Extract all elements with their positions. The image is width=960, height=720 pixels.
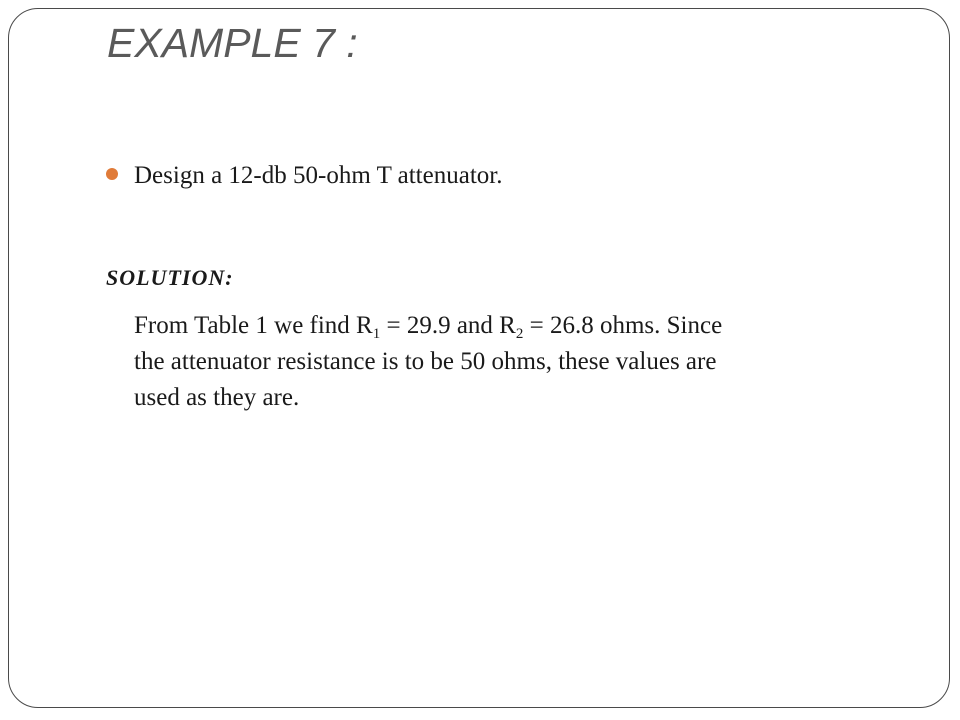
bullet-dot-icon [106,168,118,180]
r2-subscript: 2 [515,326,524,342]
bullet-text: Design a 12-db 50-ohm T attenuator. [134,162,503,189]
paragraph-line-1 [134,308,914,344]
r1-subscript: 1 [372,326,381,342]
paragraph-line-2: the attenuator resistance is to be 50 ohms, these values are [134,348,717,375]
solution-heading: SOLUTION: [106,265,234,290]
slide-title: EXAMPLE 7 : [107,20,358,66]
text-segment: = 26.8 ohms. Since [523,312,723,339]
solution-paragraph [134,308,914,416]
text-segment: From Table 1 we find R [134,312,373,339]
text-segment: = 29.9 and R [380,312,516,339]
paragraph-line-3: used as they are. [134,384,300,411]
